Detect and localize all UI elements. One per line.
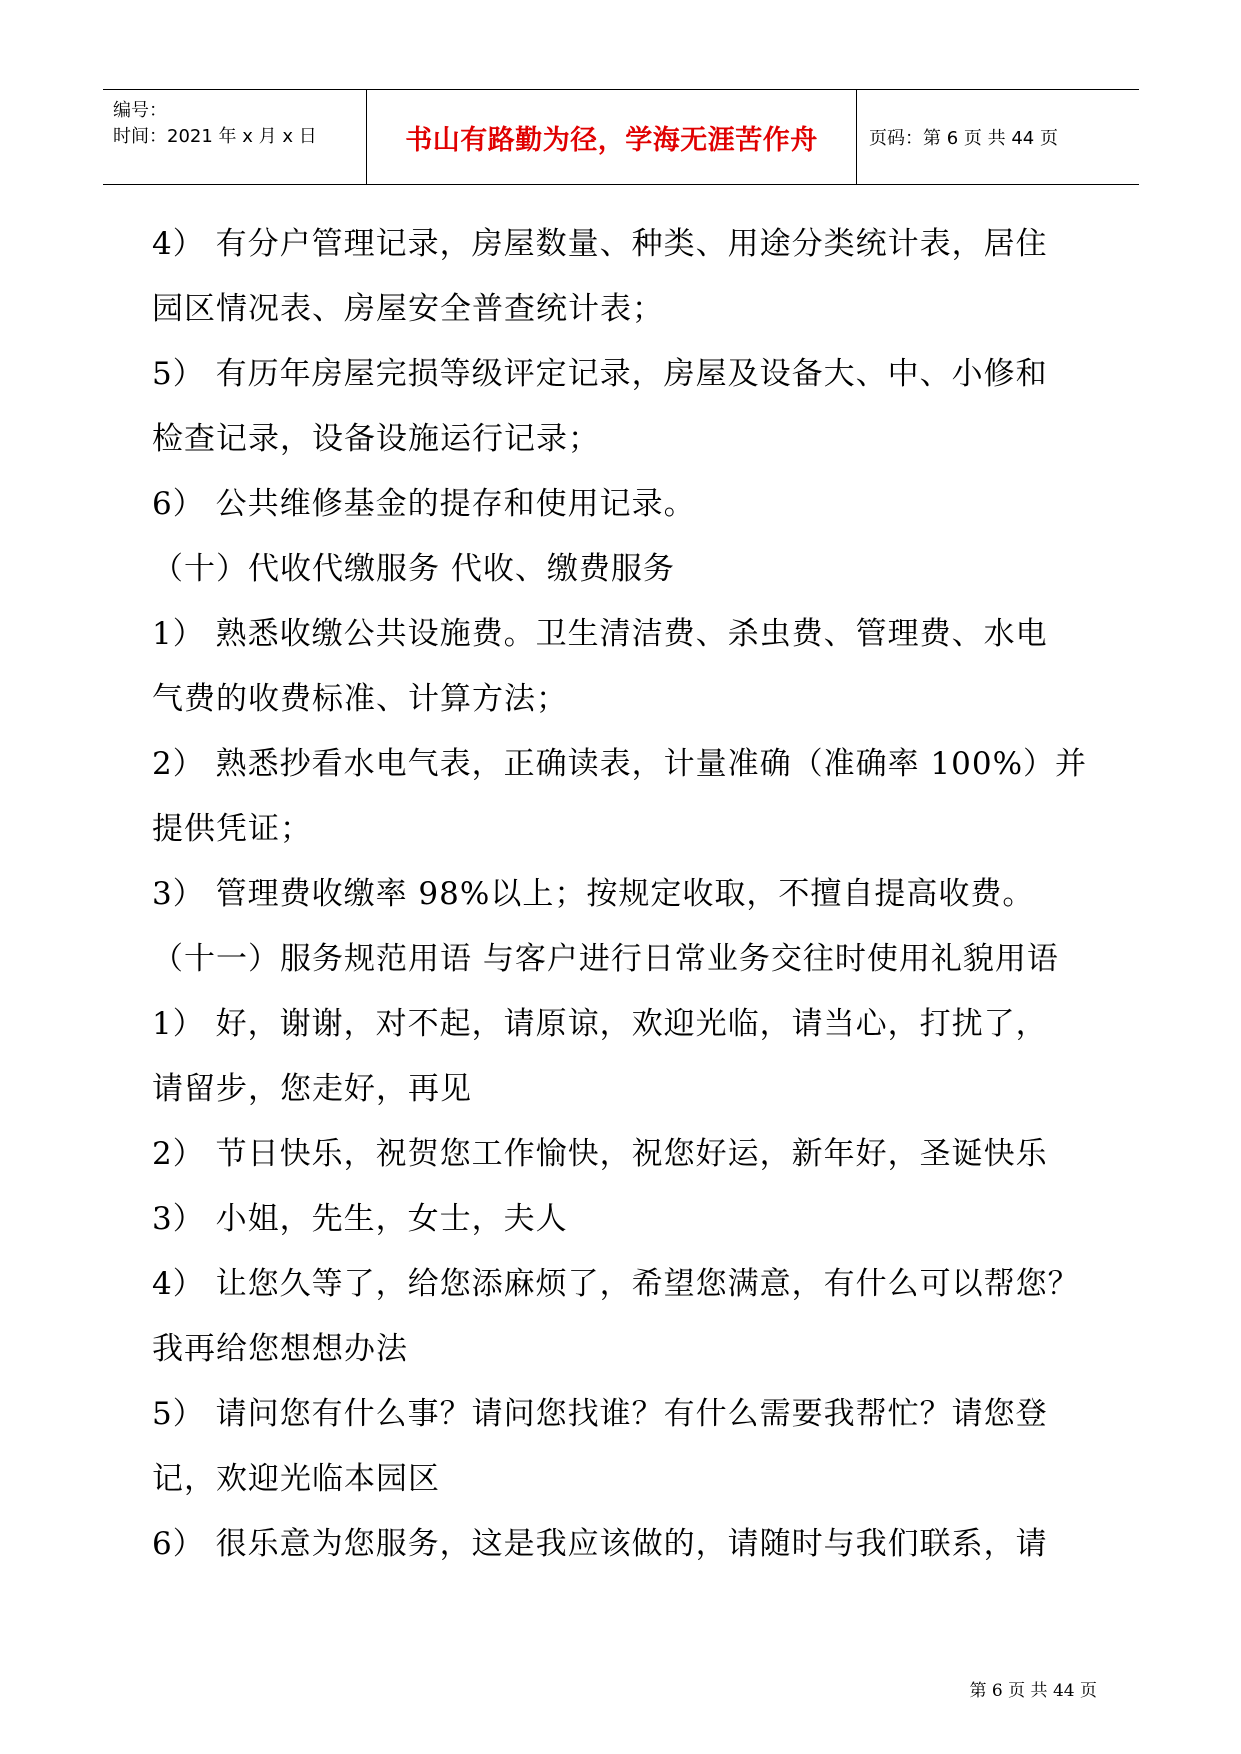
text-line: 3） 管理费收缴率 98%以上；按规定收取，不擅自提高收费。	[152, 876, 1035, 912]
page-header	[103, 89, 1139, 185]
text-line: 2） 节日快乐，祝贺您工作愉快，祝您好运，新年好，圣诞快乐	[152, 1136, 1048, 1172]
text-line: 1） 熟悉收缴公共设施费。卫生清洁费、杀虫费、管理费、水电	[152, 616, 1048, 652]
document-body	[152, 212, 1102, 1577]
text-line: 6） 很乐意为您服务，这是我应该做的，请随时与我们联系，请	[152, 1526, 1048, 1562]
header-motto-cell	[367, 90, 857, 184]
text-line: 提供凭证；	[152, 811, 312, 847]
text-line: 4） 让您久等了，给您添麻烦了，希望您满意，有什么可以帮您？	[152, 1266, 1080, 1302]
text-line: 气费的收费标准、计算方法；	[152, 681, 568, 717]
header-meta	[103, 90, 367, 184]
text-line: 3） 小姐，先生，女士，夫人	[152, 1201, 568, 1237]
document-number-label: 编号：	[113, 100, 167, 121]
text-line: 1） 好，谢谢，对不起，请原谅，欢迎光临，请当心，打扰了，	[152, 1006, 1048, 1042]
text-line: 我再给您想想办法	[152, 1331, 408, 1367]
text-line: 5） 请问您有什么事？请问您找谁？有什么需要我帮忙？请您登	[152, 1396, 1048, 1432]
text-line: 记，欢迎光临本园区	[152, 1461, 440, 1497]
section-heading: （十一）服务规范用语 与客户进行日常业务交往时使用礼貌用语	[152, 941, 1059, 977]
text-line: 请留步，您走好，再见	[152, 1071, 472, 1107]
header-motto: 书山有路勤为径，学海无涯苦作舟	[405, 124, 818, 156]
document-time-label: 时间：2021 年 x 月 x 日	[113, 126, 317, 147]
section-heading: （十）代收代缴服务 代收、缴费服务	[152, 551, 675, 587]
text-line: 6） 公共维修基金的提存和使用记录。	[152, 486, 696, 522]
text-line: 检查记录，设备设施运行记录；	[152, 421, 600, 457]
text-line: 4） 有分户管理记录，房屋数量、种类、用途分类统计表，居住	[152, 226, 1048, 262]
text-line: 2） 熟悉抄看水电气表，正确读表，计量准确（准确率 100%）并	[152, 746, 1088, 782]
header-page-info: 页码：第 6 页 共 44 页	[869, 128, 1058, 149]
page-footer: 第 6 页 共 44 页	[969, 1681, 1097, 1701]
text-line: 5） 有历年房屋完损等级评定记录，房屋及设备大、中、小修和	[152, 356, 1048, 392]
text-line: 园区情况表、房屋安全普查统计表；	[152, 291, 664, 327]
